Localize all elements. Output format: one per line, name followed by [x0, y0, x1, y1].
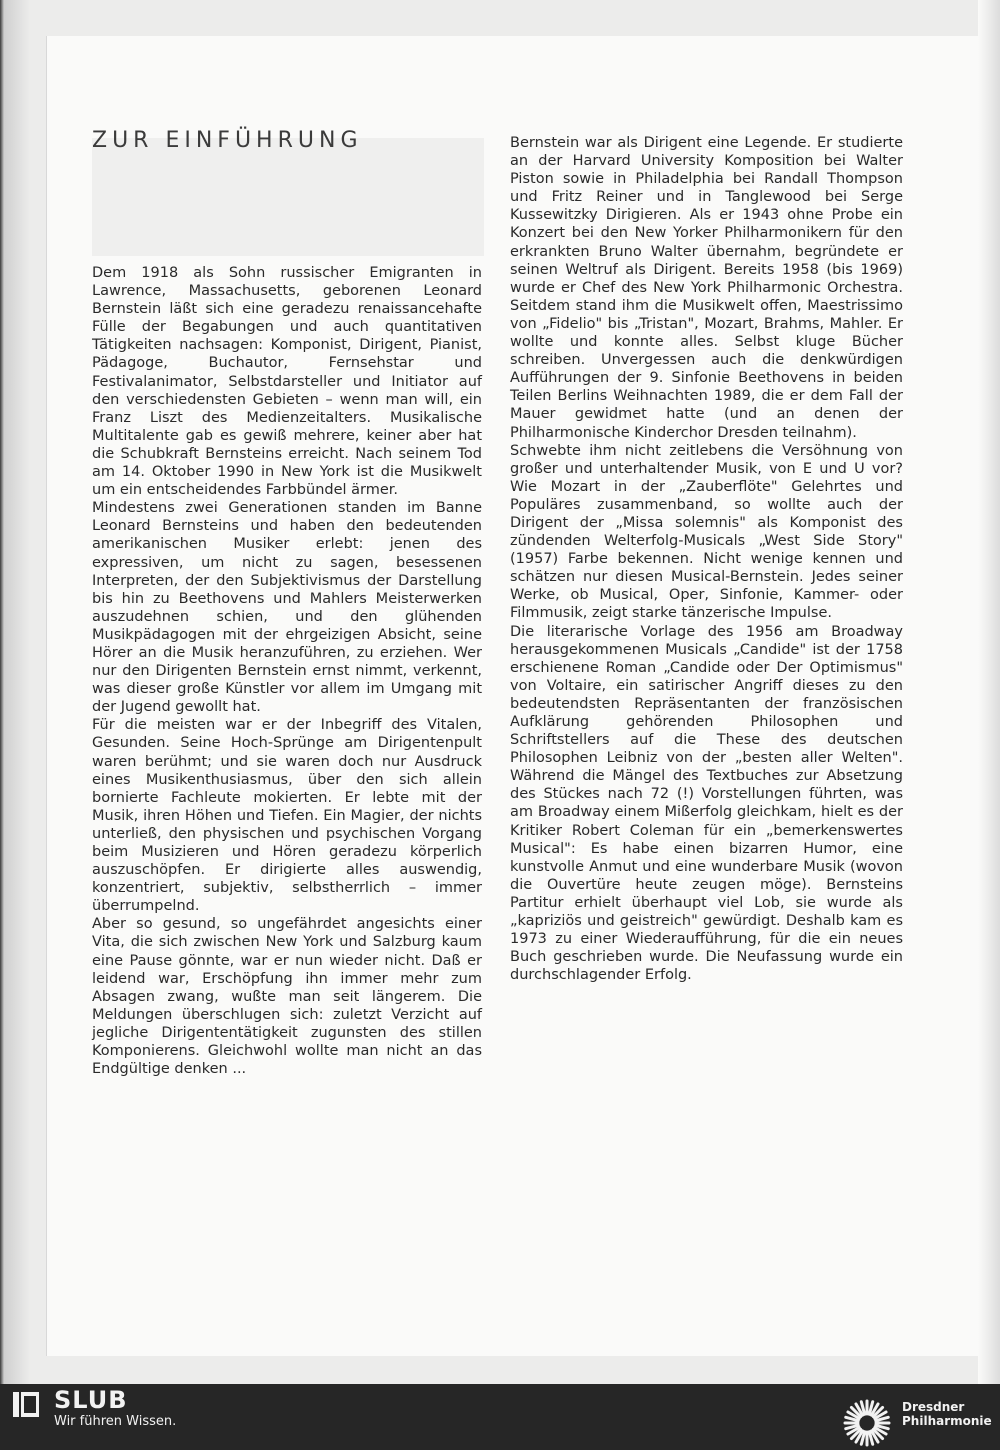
page-edge	[978, 0, 1000, 1384]
library-tagline: Wir führen Wissen.	[54, 1414, 177, 1429]
paragraph: Aber so gesund, so ungefährdet angesichts einer Vita, die sich zwischen New York und Salzburg kaum eine Pause gönnte, war er nun wieder nicht. Daß er leidend war, Erschöpfung ihn immer mehr zum Absagen zwang, wußte man seit längerem. Die Meldungen überschlugen sich: zuletzt Verzicht auf jegliche Dirigententätigkeit zugunsten des stillen Komponierens. Gleichwohl wollte man nicht an das Endgültige denken ...	[92, 916, 482, 1078]
right-column	[510, 134, 903, 984]
article-heading: ZUR EINFÜHRUNG	[92, 128, 363, 153]
partner-name-line2: Philharmonie	[902, 1414, 992, 1428]
heading-shade	[92, 138, 484, 256]
paragraph: Dem 1918 als Sohn russischer Emigranten in Lawrence, Massachusetts, geborenen Leonard Bernstein läßt sich eine geradezu renaissancehafte Fülle der Begabungen und auch quantitativen Tätigkeiten nachsagen: Komponist, Dirigent, Pianist, Pädagoge, Buchautor, Fernsehstar und Festivalanimator, Selbstdarsteller und Initiator auf den verschiedensten Gebieten – wenn man will, ein Franz Liszt des Medienzeitalters. Musikalische Multitalente gab es gewiß mehrere, keiner aber hat die Schubkraft Bernsteins erreicht. Nach seinem Tod am 14. Oktober 1990 in New York ist die Musikwelt um ein entscheidendes Farbbündel ärmer.	[92, 265, 482, 499]
paragraph: Schwebte ihm nicht zeitlebens die Versöhnung von großer und unterhaltender Musik, von E und U vor? Wie Mozart in der „Zauberflöte" Gelehrtes und Populäres zusammenband, so wollte auch der Dirigent der „Missa solemnis" als Komponist des zündenden Welterfolg-Musicals „West Side Story" (1957) Farbe bekennen. Nicht wenige kennen und schätzen nur diesen Musical-Bernstein. Jedes seiner Werke, ob Musical, Oper, Sinfonie, Kammer- oder Filmmusik, zeigt starke tänzerische Impulse.	[510, 442, 903, 622]
partner-name-line1: Dresdner	[902, 1400, 965, 1414]
library-name[interactable]: SLUB	[54, 1386, 128, 1414]
paragraph: Mindestens zwei Generationen standen im Banne Leonard Bernsteins und haben den bedeutenden amerikanischen Musiker erlebt: jenen des expressiven, um nicht zu sagen, besessenen Interpreten, der den Subjektivismus der Darstellung bis hin zu Beethovens und Mahlers Meisterwerken auszudehnen schien, und den glühenden Musikpädagogen mit der ehrgeizigen Absicht, seine Hörer an die Musik heranzuführen, zu erziehen. Wer nur den Dirigenten Bernstein ernst nimmt, verkennt, was dieser große Künstler vor allem im Umgang mit der Jugend gewollt hat.	[92, 500, 482, 716]
paragraph: Die literarische Vorlage des 1956 am Broadway herausgekommenen Musicals „Candide" ist der 1758 erschienene Roman „Candide oder Der Optimismus" von Voltaire, ein satirischer Angriff dieses zu den bedeutendsten Repräsentanten der französischen Aufklärung gehörenden Philosophen und Schriftstellers auf die These des deutschen Philosophen Leibniz von der „besten aller Welten". Während die Mängel des Textbuches zur Absetzung des Stückes nach 72 (!) Vorstellungen führten, was am Broadway einem Mißerfolg gleichkam, hielt es der Kritiker Robert Coleman für ein „bemerkenswertes Musical": Es habe einen bizarren Humor, eine kunstvolle Anmut und eine wunderbare Musik (wovon die Ouvertüre heute zeugen möge). Bernsteins Partitur erhielt überhaupt viel Lob, sie wurde als „kapriziös und geistreich" gewürdigt. Deshalb kam es 1973 zu einer Wiederaufführung, für die ein neues Buch geschrieben wurde. Die Neufassung wurde ein durchschlagender Erfolg.	[510, 623, 903, 984]
paragraph: Bernstein war als Dirigent eine Legende. Er studierte an der Harvard University Komposition bei Walter Piston sowie in Philadelphia bei Randall Thompson und Fritz Reiner und in Tanglewood bei Serge Kussewitzky Dirigieren. Als er 1943 ohne Probe ein Konzert bei den New Yorker Philharmonikern für den erkrankten Bruno Walter übernahm, begründete er seinen Weltruf als Dirigent. Bereits 1958 (bis 1969) wurde er Chef des New York Philharmonic Orchestra. Seitdem stand ihm die Musikwelt offen, Maestrissimo von „Fidelio" bis „Tristan", Mozart, Brahms, Mahler. Er wollte und konnte alles. Selbst kluge Bücher schreiben. Unvergessen auch die denkwürdigen Aufführungen der 9. Sinfonie Beethovens in beiden Teilen Berlins Weihnachten 1989, die er dem Fall der Mauer gewidmet hatte (und an denen der Philharmonische Kinderchor Dresden teilnahm).	[510, 135, 903, 441]
paragraph: Für die meisten war er der Inbegriff des Vitalen, Gesunden. Seine Hoch-Sprünge am Dirigentenpult waren berühmt; und sie waren doch nur Ausdruck eines Musikenthusiasmus, über den sich allein bornierte Fachleute mokierten. Er lebte mit der Musik, ihren Höhen und Tiefen. Ein Magier, der nichts unterließ, den physischen und psychischen Vorgang beim Musizieren und Hören geradezu körperlich auszuschöpfen. Er dirigierte alles auswendig, konzentriert, subjektiv, selbstherrlich – immer überrumpelnd.	[92, 717, 482, 915]
left-column	[92, 264, 482, 1078]
philharmonie-sunburst-icon[interactable]	[840, 1396, 894, 1450]
partner-name[interactable]	[902, 1400, 992, 1428]
slub-logo-icon[interactable]	[12, 1389, 42, 1419]
footer-bar	[0, 1384, 1000, 1434]
